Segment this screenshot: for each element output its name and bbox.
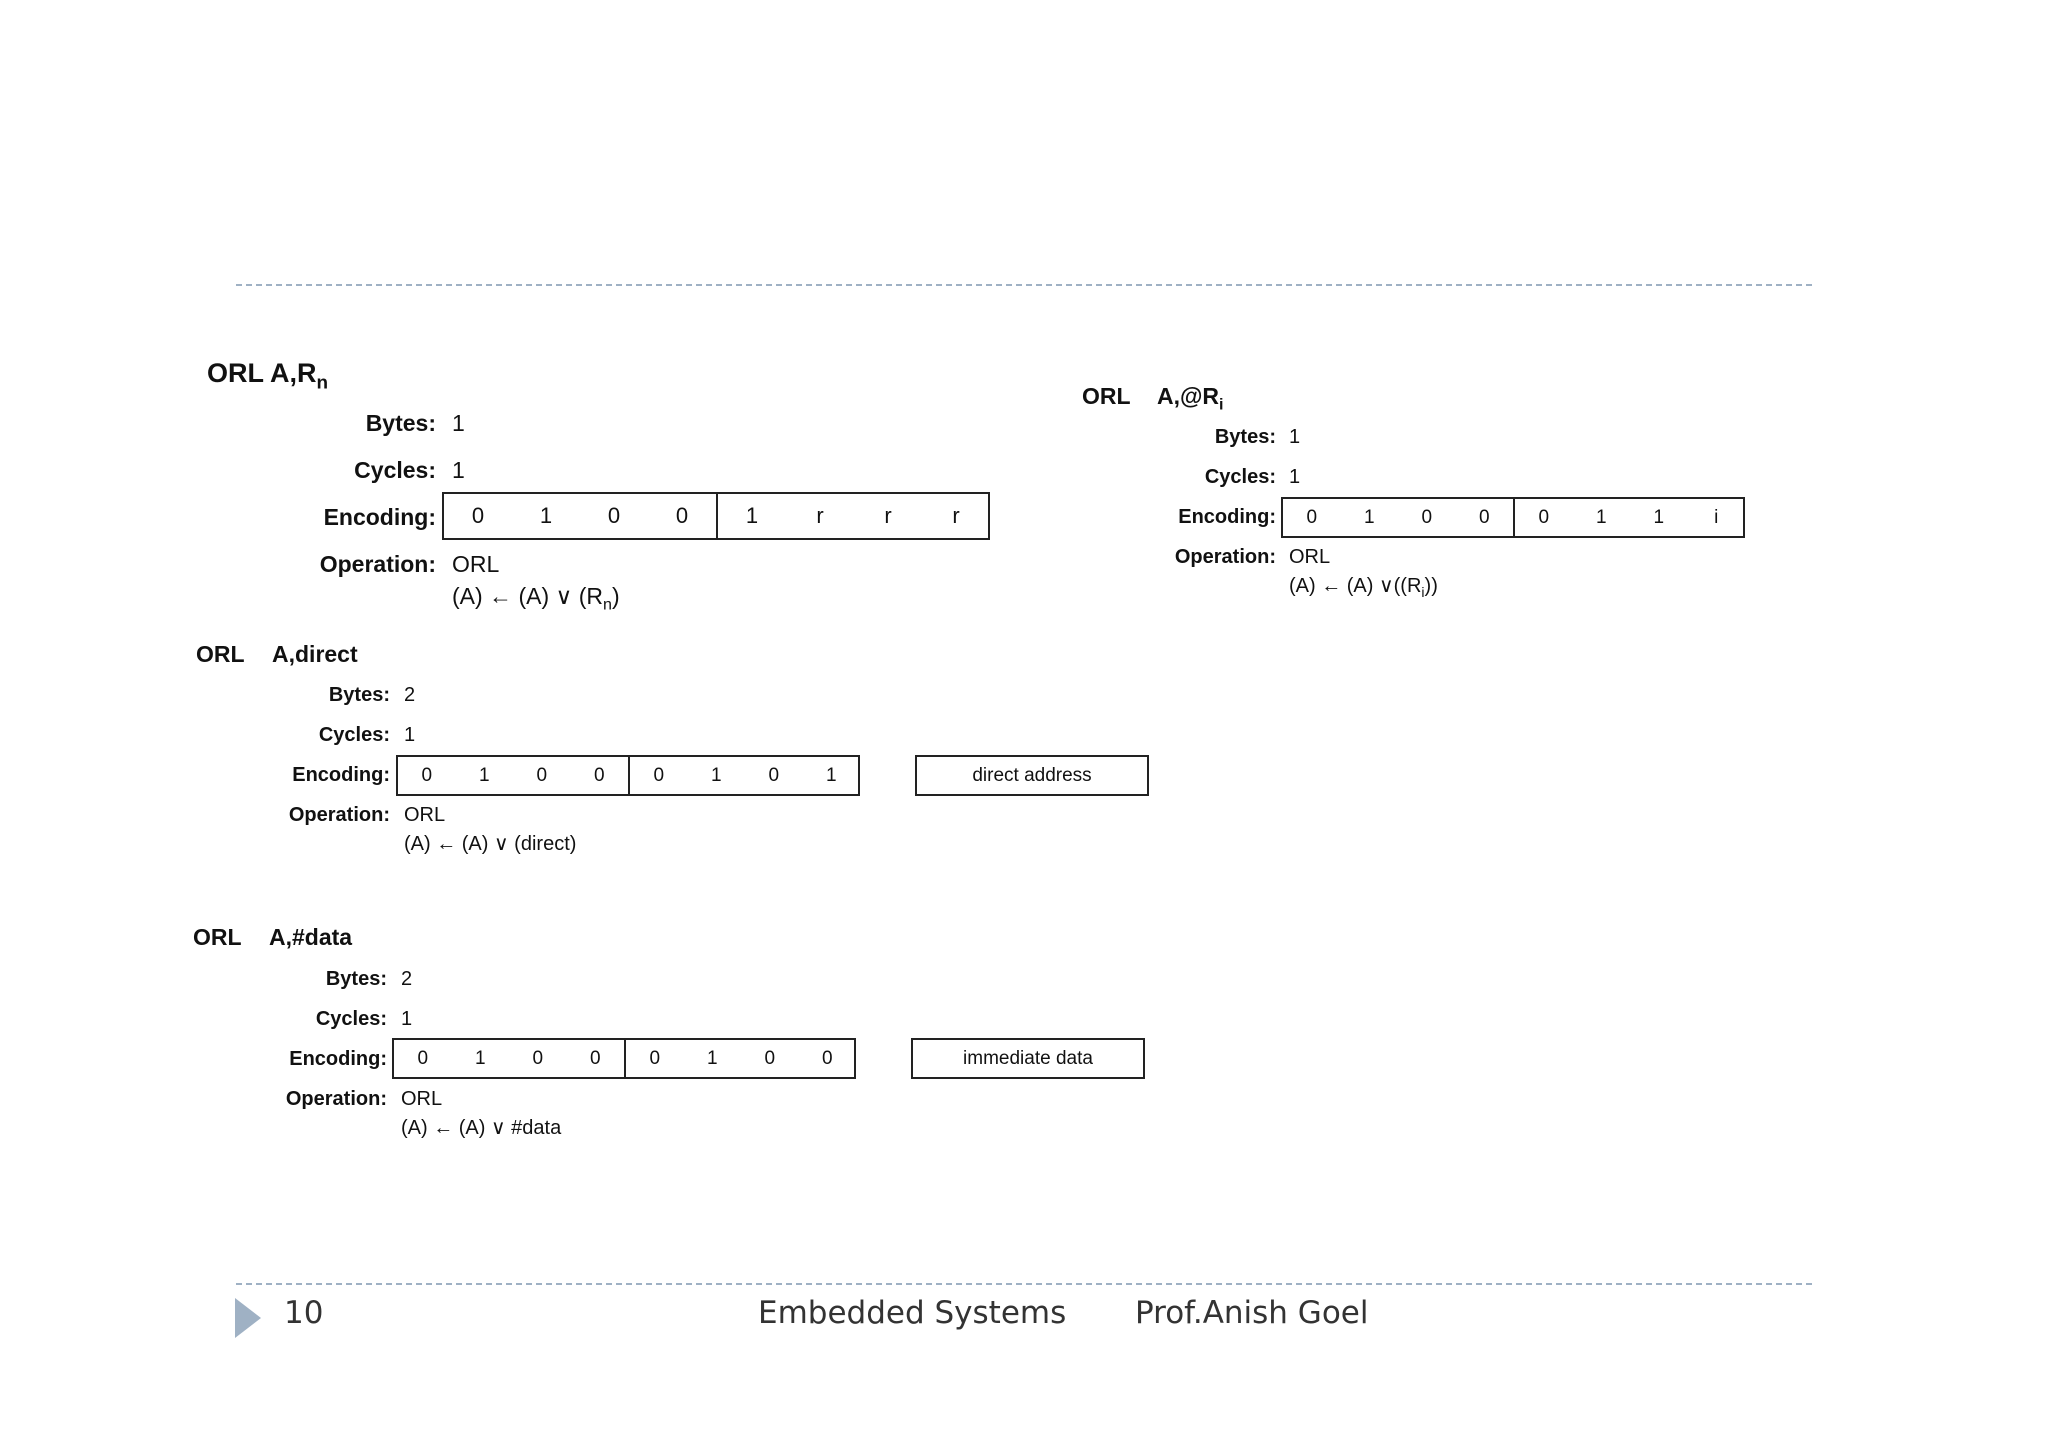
cycles-label: Cycles: [318, 724, 390, 746]
bit: 1 [825, 764, 837, 786]
immediate-data-box: immediate data [911, 1038, 1145, 1079]
encoding-label: Encoding: [323, 504, 436, 530]
bit: 0 [1538, 506, 1550, 528]
operation-name: ORL [1289, 546, 1331, 568]
bit: r [816, 503, 824, 528]
op-expr-subscript: n [602, 595, 612, 614]
title-args-text: A,@R [1157, 383, 1220, 409]
bit: r [884, 503, 892, 528]
title-subscript: n [316, 372, 329, 394]
cycles-value: 1 [452, 457, 465, 483]
bit: 1 [1595, 506, 1607, 528]
encoding-nibble-low [716, 494, 990, 538]
bit: 1 [474, 1047, 486, 1069]
bit: 1 [710, 764, 722, 786]
bytes-label: Bytes: [1214, 426, 1276, 448]
encoding-label: Encoding: [289, 1048, 387, 1070]
bit: 0 [589, 1047, 601, 1069]
direct-address-box: direct address [915, 755, 1149, 796]
op-expr-close: ) [611, 583, 620, 609]
title-args: A,#data [269, 924, 353, 950]
cycles-value: 1 [401, 1008, 413, 1030]
bytes-label: Bytes: [328, 684, 390, 706]
op-expr-close: )) [1424, 575, 1438, 597]
play-arrow-icon [235, 1298, 261, 1338]
encoding-nibble-low [1513, 499, 1745, 536]
encoding-box [396, 755, 860, 796]
title-subscript: i [1219, 395, 1224, 414]
instr-title [1082, 383, 1282, 413]
operation-expression: (A) ← (A) ∨ (direct) [404, 833, 577, 855]
bit: 0 [768, 764, 780, 786]
title-op: ORL [1082, 383, 1131, 409]
cycles-value: 1 [404, 724, 416, 746]
instr-title [196, 641, 396, 671]
encoding-nibble-high [394, 1040, 624, 1077]
encoding-nibble-low [628, 757, 860, 794]
footer-author: Prof.Anish Goel [1135, 1295, 1369, 1331]
encoding-label: Encoding: [292, 764, 390, 786]
bytes-label: Bytes: [325, 968, 387, 990]
bit: 1 [478, 764, 490, 786]
bit: r [952, 503, 960, 528]
bit: 1 [706, 1047, 718, 1069]
encoding-label: Encoding: [1178, 506, 1276, 528]
operation-expression [452, 583, 620, 615]
page-number: 10 [284, 1295, 324, 1331]
operation-expression: (A) ← (A) ∨ #data [401, 1117, 562, 1139]
bit: 0 [532, 1047, 544, 1069]
op-expr-subscript: i [1421, 583, 1425, 600]
operation-label: Operation: [288, 804, 390, 826]
operation-label: Operation: [1174, 546, 1276, 568]
cycles-value: 1 [1289, 466, 1301, 488]
bit: i [1714, 506, 1719, 528]
title-op: ORL [193, 924, 242, 950]
bit: 0 [653, 764, 665, 786]
encoding-nibble-high [398, 757, 628, 794]
operation-expression [1289, 573, 1438, 600]
bit: 0 [417, 1047, 429, 1069]
title-op: ORL [196, 641, 245, 667]
encoding-nibble-low [624, 1040, 856, 1077]
bit: 0 [471, 503, 485, 528]
bit: 1 [539, 503, 553, 528]
bytes-value: 1 [1289, 426, 1301, 448]
encoding-box [392, 1038, 856, 1079]
encoding-nibble-high [444, 494, 716, 538]
title-args [1157, 383, 1224, 415]
bytes-label: Bytes: [365, 410, 436, 436]
bit: 1 [1653, 506, 1665, 528]
operation-name: ORL [452, 551, 500, 577]
bit: 0 [607, 503, 621, 528]
encoding-box [1281, 497, 1745, 538]
bit: 0 [649, 1047, 661, 1069]
footer-course-title: Embedded Systems [758, 1295, 1067, 1331]
bytes-value: 2 [401, 968, 413, 990]
bit: 0 [536, 764, 548, 786]
bytes-value: 1 [452, 410, 465, 436]
cycles-label: Cycles: [354, 457, 436, 483]
op-expr-text: (A) ← (A) ∨((R [1289, 575, 1422, 597]
bytes-value: 2 [404, 684, 416, 706]
bit: 0 [764, 1047, 776, 1069]
bit: 1 [745, 503, 759, 528]
bottom-divider [236, 1283, 1812, 1285]
bit: 0 [1421, 506, 1433, 528]
top-divider [236, 284, 1812, 286]
bit: 0 [421, 764, 433, 786]
bit: 1 [1363, 506, 1375, 528]
play-arrow-shape [235, 1298, 261, 1338]
bit: 0 [1306, 506, 1318, 528]
bit: 0 [593, 764, 605, 786]
bit: 0 [675, 503, 689, 528]
instr-title [193, 924, 393, 954]
operation-name: ORL [401, 1088, 443, 1110]
cycles-label: Cycles: [315, 1008, 387, 1030]
bit: 0 [1478, 506, 1490, 528]
cycles-label: Cycles: [1204, 466, 1276, 488]
title-text: ORL A,R [207, 358, 317, 388]
operation-label: Operation: [285, 1088, 387, 1110]
op-expr-text: (A) ← (A) ∨ (R [452, 583, 603, 609]
operation-label: Operation: [319, 551, 436, 577]
encoding-box [442, 492, 990, 540]
operation-name: ORL [404, 804, 446, 826]
bit: 0 [821, 1047, 833, 1069]
encoding-nibble-high [1283, 499, 1513, 536]
title-args: A,direct [272, 641, 358, 667]
instr-title [207, 358, 328, 395]
